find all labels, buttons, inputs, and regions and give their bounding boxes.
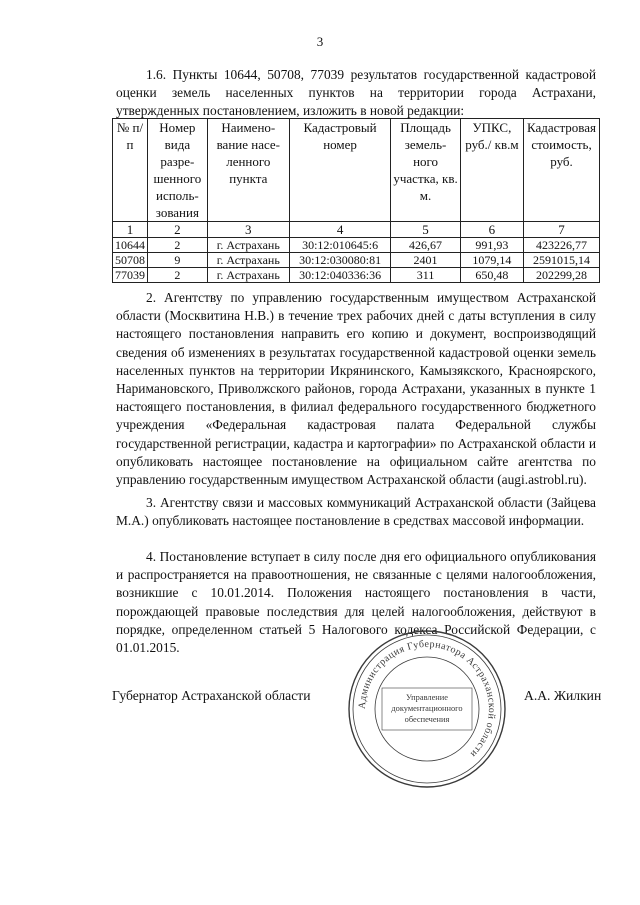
column-number-cell: 1 bbox=[113, 222, 148, 238]
section-3-paragraph: 3. Агентству связи и массовых коммуникаций Астраханской области (Зайцева М.А.) опубликовать настоящее постановление в средствах массовой информации. bbox=[116, 495, 596, 529]
table-cell: г. Астрахань bbox=[207, 268, 289, 283]
column-number-cell: 5 bbox=[391, 222, 460, 238]
table-row bbox=[113, 253, 600, 268]
table-header-cell: № п/п bbox=[113, 119, 148, 222]
seal-inner-text-line: обеспечения bbox=[404, 715, 450, 724]
table-cell: 311 bbox=[391, 268, 460, 283]
table-header-cell: Наимено-вание насе-ленного пункта bbox=[207, 119, 289, 222]
table-cell: 2401 bbox=[391, 253, 460, 268]
table-header-row bbox=[113, 119, 600, 222]
official-seal-stamp bbox=[346, 628, 508, 790]
column-number-cell: 4 bbox=[289, 222, 390, 238]
table-cell: 202299,28 bbox=[524, 268, 600, 283]
table-header-cell: Кадастровый номер bbox=[289, 119, 390, 222]
signatory-name: А.А. Жилкин bbox=[524, 688, 602, 703]
table-cell: 9 bbox=[148, 253, 208, 268]
table-cell: 2591015,14 bbox=[524, 253, 600, 268]
column-number-cell: 7 bbox=[524, 222, 600, 238]
section-1-6-text bbox=[116, 66, 596, 121]
section-4-paragraph: 4. Постановление вступает в силу после дня его официального опубликования и распространяется на правоотношения, не связанные с целями налогообложения, возникшие с 10.01.2014. Положения настоящего постановления в части, порождающей правовые последствия для целей налогообложения, действуют в порядке, определенном статьей 5 Налогового кодекса Российской Федерации, с 01.01.2015. bbox=[116, 549, 596, 656]
table-cell: 2 bbox=[148, 238, 208, 253]
section-2-text bbox=[116, 289, 596, 489]
table-column-number-row bbox=[113, 222, 600, 238]
table-cell: 50708 bbox=[113, 253, 148, 268]
column-number-cell: 2 bbox=[148, 222, 208, 238]
column-number-cell: 3 bbox=[207, 222, 289, 238]
signatory-position: Губернатор Астраханской области bbox=[112, 688, 311, 703]
table-header-cell: Номер вида разре-шенного исполь-зования bbox=[148, 119, 208, 222]
table-cell: 426,67 bbox=[391, 238, 460, 253]
seal-inner-text-line: Управление bbox=[405, 693, 449, 702]
table-cell: 30:12:010645:6 bbox=[289, 238, 390, 253]
page-number: 3 bbox=[316, 34, 324, 49]
table-cell: 77039 bbox=[113, 268, 148, 283]
section-1-6-paragraph: 1.6. Пункты 10644, 50708, 77039 результатов государственной кадастровой оценки земель населенных пунктов на территории города Астрахани, утвержденных постановлением, изложить в новой редакции: bbox=[116, 67, 596, 119]
table-header-cell: УПКС, руб./ кв.м bbox=[460, 119, 523, 222]
table-cell: 10644 bbox=[113, 238, 148, 253]
table-cell: 991,93 bbox=[460, 238, 523, 253]
table-cell: г. Астрахань bbox=[207, 253, 289, 268]
table-cell: г. Астрахань bbox=[207, 238, 289, 253]
table-row bbox=[113, 238, 600, 253]
table-cell: 2 bbox=[148, 268, 208, 283]
seal-inner-text-line: документационного bbox=[391, 704, 463, 713]
table-cell: 30:12:030080:81 bbox=[289, 253, 390, 268]
table-cell: 423226,77 bbox=[524, 238, 600, 253]
seal-outer-text: Администрация Губернатора Астраханской области bbox=[356, 638, 498, 760]
cadastral-table bbox=[112, 118, 600, 283]
section-2-paragraph: 2. Агентству по управлению государственным имуществом Астраханской области (Москвитина Н.В.) в течение трех рабочих дней с даты вступления в силу настоящего постановления направить его копию и документ, воспроизводящий сведения об изменениях в результатах государственной кадастровой оценки земель населенных пунктов на территории Икрянинского, Камызякского, Красноярского, Наримановского, Приволжского районов, города Астрахани, указанных в пункте 1 настоящего постановления, в филиал федерального государственного бюджетного учреждения «Федеральная кадастровая палата Федеральной службы государственной регистрации, кадастра и картографии» по Астраханской области и опубликовать настоящее постановление на официальном сайте агентства по управлению государственным имуществом Астраханской области (augi.astrobl.ru). bbox=[116, 290, 596, 488]
section-3-text bbox=[116, 494, 596, 530]
table-cell: 1079,14 bbox=[460, 253, 523, 268]
table-header-cell: Площадь земель-ного участка, кв. м. bbox=[391, 119, 460, 222]
table-row bbox=[113, 268, 600, 283]
column-number-cell: 6 bbox=[460, 222, 523, 238]
table-cell: 30:12:040336:36 bbox=[289, 268, 390, 283]
table-header-cell: Кадастровая стоимость, руб. bbox=[524, 119, 600, 222]
table-cell: 650,48 bbox=[460, 268, 523, 283]
